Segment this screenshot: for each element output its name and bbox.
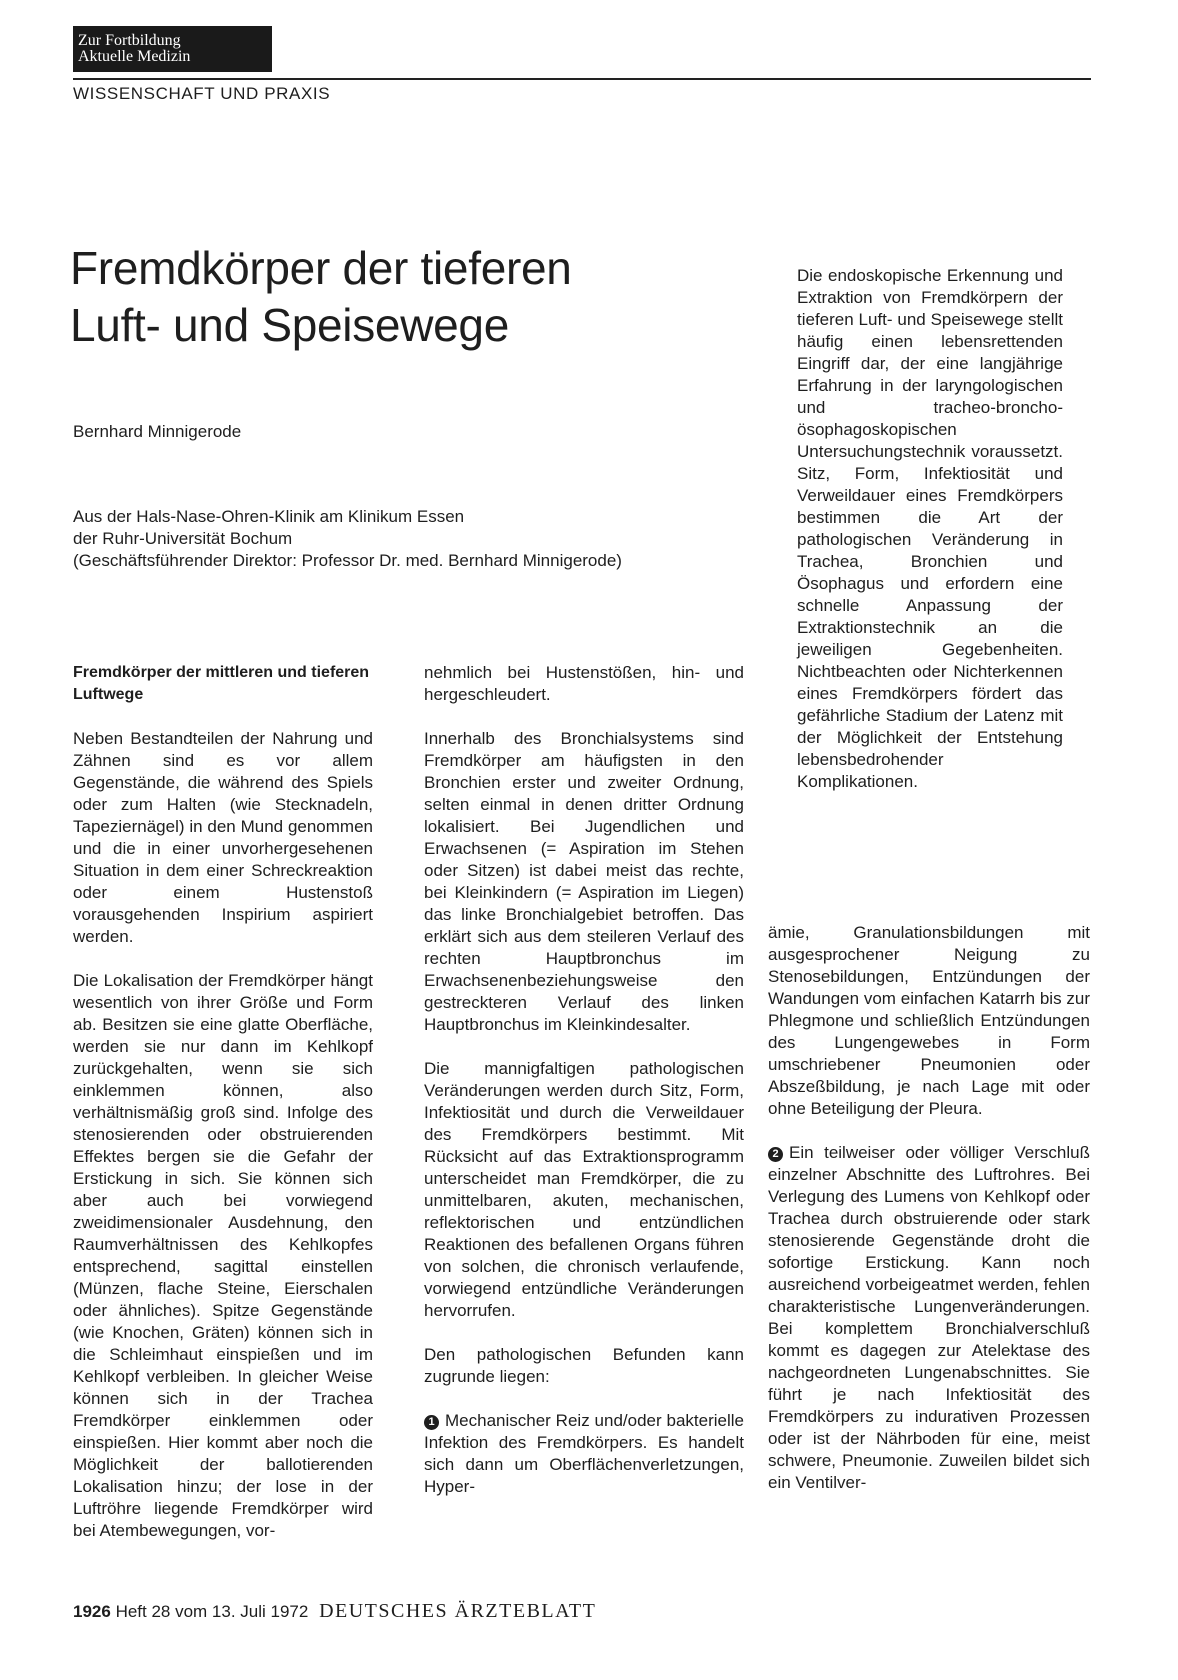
journal-name: DEUTSCHES ÄRZTEBLATT [319, 1600, 597, 1622]
title-line-1: Fremdkörper der tieferen [70, 242, 572, 294]
paragraph: Den pathologischen Befunden kann zugrunde liegen: [424, 1345, 744, 1386]
numbered-paragraph-text: Ein teilweiser oder völliger Verschluß einzelner Abschnitte des Luftrohres. Bei Verlegung des Lumens von Kehlkopf oder Trachea durch obstruierende oder stark stenosierende Gegenstände droht die sofortige Erstickung. Kann noch ausreichend vorbeigeatmet werden, fehlen charakteristische Lungenveränderungen. Bei komplettem Bronchialverschluß kommt es dagegen zur Atelektase des nachgeordneten Lungenabschnittes. Sie führt je nach Infektiosität des Fremdkörpers zu indurativen Prozessen oder ist der Nährboden für eine, meist schwere, Pneumonie. Zuweilen bildet sich ein Ventilver- [768, 1143, 1090, 1492]
abstract: Die endoskopische Erkennung und Extraktion von Fremdkörpern der tieferen Luft- und Speisewege stellt häufig einen lebensrettenden Eingriff dar, der eine langjährige Erfahrung in der laryngologischen und tracheo-broncho-ösophagoskopischen Untersuchungstechnik voraussetzt. Sitz, Form, Infektiosität und Verweildauer eines Fremdkörpers bestimmen die Art der pathologischen Veränderung in Trachea, Bronchien und Ösophagus und erfordern eine schnelle Anpassung der Extraktionstechnik an die jeweiligen Gegebenheiten. Nichtbeachten oder Nichterkennen eines Fremdkörpers fördert das gefährliche Stadium der Latenz mit der Möglichkeit der Entstehung lebensbedrohender Komplikationen. [797, 266, 1063, 791]
numbered-paragraph-1 [424, 1410, 744, 1498]
numbered-paragraph-text: Mechanischer Reiz und/oder bakterielle Infektion des Fremdkörpers. Es handelt sich dann um Oberflächenverletzungen, Hyper- [424, 1411, 744, 1496]
paragraph: Innerhalb des Bronchialsystems sind Fremdkörper am häufigsten in den Bronchien erster und zweiter Ordnung, selten einmal in denen dritter Ordnung lokalisiert. Bei Jugendlichen und Erwachsenen (= Aspiration im Stehen oder Sitzen) ist dabei meist das rechte, bei Kleinkindern (= Aspiration im Liegen) das linke Bronchialgebiet betroffen. Das erklärt sich aus dem steileren Verlauf des rechten Hauptbronchus im Erwachsenenbeziehungsweise den gestreckteren Verlauf des linken Hauptbronchus im Kleinkindesalter. [424, 729, 744, 1034]
section-title: WISSENSCHAFT UND PRAXIS [73, 84, 331, 103]
paragraph: ämie, Granulationsbildungen mit ausgesprochener Neigung zu Stenosebildungen, Entzündungen der Wandungen vom einfachen Katarrh bis zur Phlegmone und schließlich Entzündungen des Lungengewebes in Form umschriebener Pneumonien oder Abszeßbildung, je nach Lage mit oder ohne Beteiligung der Pleura. [768, 923, 1090, 1118]
affiliation-line: der Ruhr-Universität Bochum [73, 529, 293, 548]
page-footer [73, 1600, 596, 1623]
subheading: Fremdkörper der mittleren und tieferen Luftwege [73, 664, 370, 703]
author: Bernhard Minnigerode [73, 422, 242, 441]
number-2-icon: 2 [768, 1147, 783, 1162]
paragraph: nehmlich bei Hustenstößen, hin- und hergeschleudert. [424, 663, 744, 704]
paragraph: Die Lokalisation der Fremdkörper hängt wesentlich von ihrer Größe und Form ab. Besitzen sie eine glatte Oberfläche, werden sie nur dann im Kehlkopf zurückgehalten, wenn sie sich einklemmen können, also verhältnismäßig groß sind. Infolge des stenosierenden oder obstruierenden Effektes bergen sie die Gefahr der Erstickung in sich. Sie können sich aber auch bei vorwiegend zweidimensionaler Ausdehnung, den Raumverhältnissen des Kehlkopfes entsprechend, sagittal einstellen (Münzen, flache Steine, Eierschalen oder ähnliches). Spitze Gegenstände (wie Knochen, Gräten) können sich in die Schleimhaut einspießen und im Kehlkopf verbleiben. In gleicher Weise können sich in der Trachea Fremdkörper einklemmen oder einspießen. Hier kommt aber noch die Möglichkeit der ballotierenden Lokalisation hinzu; der lose in der Luftröhre liegende Fremdkörper wird bei Atembewegungen, vor- [73, 971, 373, 1540]
paragraph: Neben Bestandteilen der Nahrung und Zähnen sind es vor allem Gegenstände, die während des Spiels oder zum Halten (wie Stecknadeln, Tapeziernägel) in den Mund genommen und die in einer unvorhergesehenen Situation in dem einer Schreckreaktion oder einem Hustenstoß vorausgehenden Inspirium aspiriert werden. [73, 729, 373, 946]
header-rule [73, 78, 1091, 80]
affiliation-line: Aus der Hals-Nase-Ohren-Klinik am Klinikum Essen [73, 507, 465, 526]
column-2 [424, 662, 744, 1520]
column-1 [73, 662, 373, 1564]
paragraph: Die mannigfaltigen pathologischen Veränderungen werden durch Sitz, Form, Infektiosität und durch die Verweildauer des Fremdkörpers bestimmt. Mit Rücksicht auf das Extraktionsprogramm unterscheidet man Fremdkörper, die zu unmittelbaren, akuten, mechanischen, reflektorischen und entzündlichen Reaktionen des befallenen Organs führen von solchen, die chronisch verlaufende, vorwiegend entzündliche Veränderungen hervorrufen. [424, 1059, 744, 1320]
number-1-icon: 1 [424, 1415, 439, 1430]
rubric-label [73, 26, 272, 72]
numbered-paragraph-2 [768, 1142, 1090, 1494]
title-line-2: Luft- und Speisewege [70, 299, 509, 351]
affiliation [73, 506, 622, 572]
page-number: 1926 [73, 1602, 111, 1621]
column-3 [768, 922, 1090, 1516]
issue-info: Heft 28 vom 13. Juli 1972 [115, 1602, 309, 1621]
affiliation-line: (Geschäftsführender Direktor: Professor Dr. med. Bernhard Minnigerode) [73, 551, 622, 570]
rubric-line-1: Zur Fortbildung [78, 32, 181, 49]
rubric-line-2: Aktuelle Medizin [78, 48, 191, 65]
article-title [70, 240, 572, 354]
